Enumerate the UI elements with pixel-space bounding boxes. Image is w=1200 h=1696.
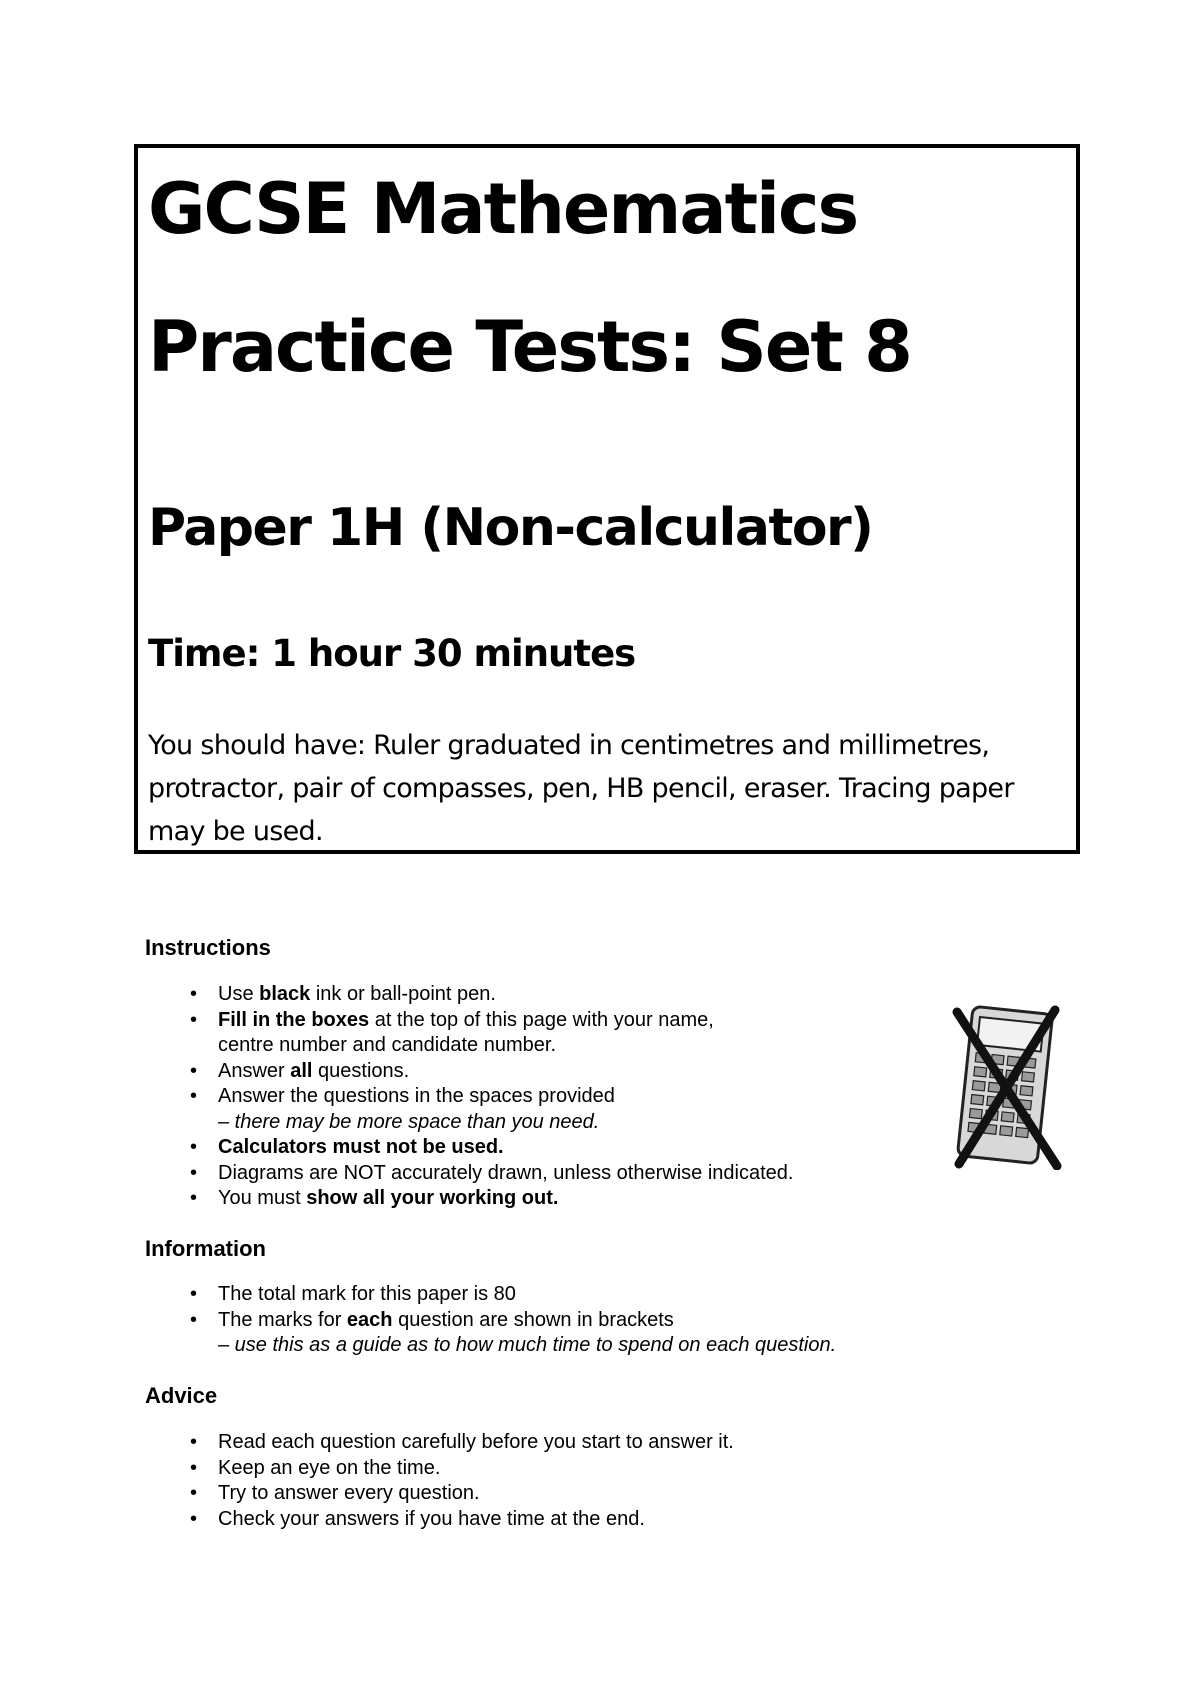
list-item-pre: The marks for (218, 1308, 347, 1331)
title-line-2: Practice Tests: Set 8 (148, 306, 911, 388)
list-item-pre: Keep an eye on the time. (218, 1456, 441, 1479)
list-item-line2: centre number and candidate number. (218, 1034, 556, 1056)
list-item-pre: Use (218, 983, 260, 1005)
list-item-pre: Read each question carefully before you start to answer it. (218, 1431, 734, 1453)
information-heading: Information (145, 1236, 266, 1261)
list-item-post: questions. (312, 1059, 410, 1082)
list-item-post: at the top of this page with your name, (369, 1008, 714, 1031)
list-item-post: ink or ball-point pen. (310, 983, 496, 1005)
list-item (190, 1308, 836, 1359)
list-item-pre: Diagrams are NOT accurately drawn, unless otherwise indicated. (218, 1161, 794, 1184)
list-item (190, 1186, 793, 1212)
list-item (190, 1161, 793, 1187)
list-item-bold: Calculators must not be used. (218, 1136, 504, 1158)
advice-list (190, 1430, 734, 1532)
list-item-pre: You must (218, 1187, 307, 1209)
no-calculator-icon (945, 1000, 1065, 1170)
list-item-pre: Check your answers if you have time at the end. (218, 1507, 645, 1530)
list-item-bold: Fill in the boxes (218, 1008, 370, 1031)
list-item (190, 1456, 734, 1482)
list-item-pre: Try to answer every question. (218, 1482, 480, 1504)
list-item-bold: black (259, 983, 311, 1005)
title-line-1: GCSE Mathematics (148, 168, 858, 250)
list-item (190, 1481, 734, 1507)
time-allowed: Time: 1 hour 30 minutes (148, 632, 636, 675)
instructions-list (190, 982, 793, 1212)
list-item (190, 1282, 836, 1308)
list-item-pre: Answer the questions in the spaces provided (218, 1085, 615, 1107)
list-item-bold: show all your working out. (306, 1187, 559, 1209)
instructions-heading: Instructions (145, 935, 271, 960)
list-item (190, 1430, 734, 1456)
list-item (190, 982, 793, 1008)
list-item-pre: Answer (218, 1059, 291, 1082)
list-item-line2-italic: – there may be more space than you need. (218, 1110, 600, 1133)
list-item (190, 1507, 734, 1533)
equipment-text: You should have: Ruler graduated in centimetres and millimetres, protractor, pair of compasses, pen, HB pencil, eraser. Tracing paper may be used. (148, 730, 1014, 847)
list-item-bold: each (346, 1308, 393, 1331)
list-item (190, 1059, 793, 1085)
title-box (134, 144, 1080, 854)
advice-heading: Advice (145, 1383, 218, 1408)
list-item-bold: all (290, 1059, 313, 1082)
paper-title: Paper 1H (Non-calculator) (148, 498, 873, 558)
list-item-pre: The total mark for this paper is 80 (218, 1283, 516, 1305)
list-item (190, 1084, 793, 1135)
information-list (190, 1282, 836, 1359)
list-item-post: question are shown in brackets (392, 1308, 674, 1331)
list-item-line2-italic: – use this as a guide as to how much time to spend on each question. (218, 1334, 837, 1356)
list-item (190, 1135, 793, 1161)
list-item (190, 1008, 793, 1059)
